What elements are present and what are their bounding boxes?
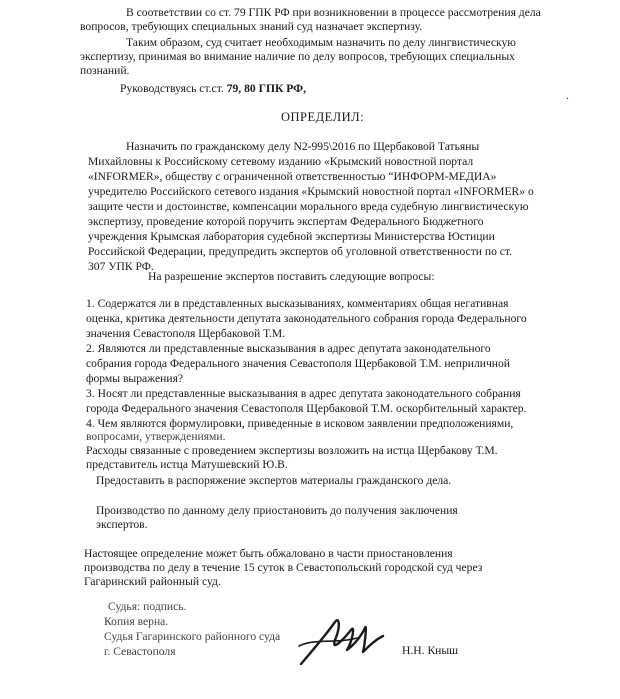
materials-line: Предоставить в распоряжение экспертов материалы гражданского дела. [96,474,452,487]
question-line: 3. Носят ли представленные высказывания в адрес депутата законодательного собрания [86,387,521,400]
question-line: значения Севастополя Щербаковой Т.М. [86,327,286,340]
question-line: 1. Содержатся ли в представленных высказываниях, комментариях общая негативная [86,297,509,310]
appoint-line: защите чести и достоинстве, компенсации морального вреда судебную лингвистическую [88,200,529,213]
intro-line: вопросов, требующих специальных знаний суд назначает экспертизу. [80,20,423,33]
intro-line: В соответствии со ст. 79 ГПК РФ при возникновении в процессе рассмотрения дела [126,6,541,19]
decision-title: ОПРЕДЕЛИЛ: [281,110,365,124]
margin-dot: . [566,88,569,102]
questions-intro: На разрешение экспертов поставить следующие вопросы: [148,270,435,283]
appeal-line: Гагаринский районный суд. [84,575,221,588]
question-line: формы выражения? [86,372,184,385]
court-judge: Судья Гагаринского районного суда [104,630,281,643]
court-city: г. Севастополя [104,645,176,658]
appoint-line: «INFORMER», обществу с ограниченной ответственностью “ИНФОРМ-МЕДИА» [88,170,497,183]
suspend-line: Производство по данному делу приостановить до получения заключения [96,504,458,517]
intro-line: познаний. [80,64,130,77]
appoint-line: Назначить по гражданскому делу N2-995\2016 по Щербаковой Татьяны [126,140,480,153]
suspend-line: экспертов. [96,518,148,531]
question-line: города Федерального значения Севастополя Щербаковой Т.М. оскорбительный характер. [86,402,527,415]
appoint-line: экспертизу, проведение которой поручить экспертам Федерального Бюджетного [88,215,484,228]
appoint-line: 307 УПК РФ. [88,260,154,273]
intro-line: Таким образом, суд считает необходимым назначить по делу лингвистическую [126,36,516,49]
appeal-line: производства по делу в течение 15 суток в Севастопольский городской суд через [84,561,483,574]
appoint-line: учредителю Российского сетевого издания «Крымский новостной портал «INFORMER» о [88,185,534,198]
costs-line: представитель истца Матушевский Ю.В. [86,458,288,471]
appoint-line: Михайловны к Российскому сетевому изданию «Крымский новостной портал [88,155,474,168]
question-line: 4. Чем являются формулировки, приведенные в исковом заявлении предположениями, [86,417,514,430]
question-line: собрания города Федерального значения Севастополя Щербаковой Т.М. неприличной [86,357,510,370]
appeal-line: Настоящее определение может быть обжаловано в части приостановления [84,547,453,560]
guided-articles: 79, 80 ГПК РФ, [226,82,307,95]
question-line: оценка, критика деятельности депутата законодательного собрания города Федерального [86,312,527,325]
appoint-line: Российской Федерации, предупредить экспертов об уголовной ответственности по ст. [88,245,513,258]
guided-by-line [120,82,306,96]
copy-correct: Копия верна. [104,615,169,628]
costs-line: Расходы связанные с проведением экспертизы возложить на истца Щербакову Т.М. [86,444,498,457]
judge-name: Н.Н. Кныш [402,644,459,657]
signature-icon [295,600,390,670]
intro-line: экспертизу, принимая во внимание наличие по делу вопросов, требующих специальных [80,50,515,63]
question-line: вопросами, утверждениями. [86,430,226,443]
question-line: 2. Являются ли представленные высказывания в адрес депутата законодательного [86,342,491,355]
appoint-line: учреждения Крымская лаборатория судебной экспертизы Министерства Юстиции [88,230,495,243]
judge-signed: Судья: подпись. [108,600,187,613]
guided-prefix: Руководствуясь ст.ст. [120,82,227,95]
